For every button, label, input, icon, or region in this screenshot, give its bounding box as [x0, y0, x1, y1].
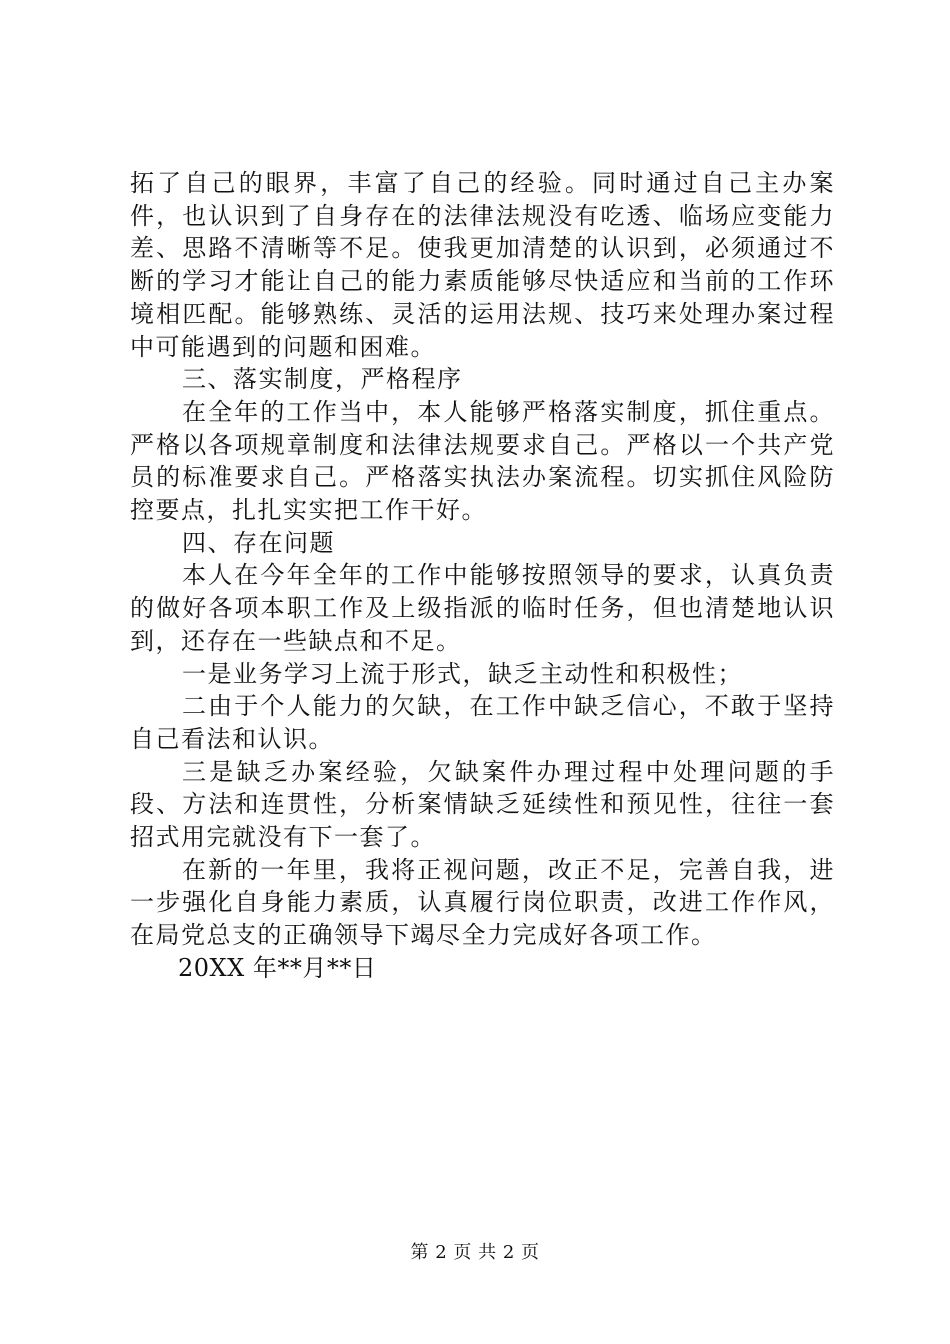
- paragraph-section-3: 在全年的工作当中，本人能够严格落实制度，抓住重点。严格以各项规章制度和法律法规要求自己。严格以一个共产党员的标准要求自己。严格落实执法办案流程。切实抓住风险防控要点，扎扎实实把工作干好。: [130, 397, 835, 525]
- list-item-2: 二由于个人能力的欠缺，在工作中缺乏信心，不敢于坚持自己看法和认识。: [130, 692, 835, 753]
- list-item-1: 一是业务学习上流于形式，缺乏主动性和积极性；: [182, 659, 743, 688]
- document-body: [130, 167, 835, 985]
- section-heading-3: 三、落实制度，严格程序: [182, 365, 463, 394]
- paragraph-continuation: 拓了自己的眼界，丰富了自己的经验。同时通过自己主办案件，也认识到了自身存在的法律法规没有吃透、临场应变能力差、思路不清晰等不足。使我更加清楚的认识到，必须通过不断的学习才能让自己的能力素质能够尽快适应和当前的工作环境相匹配。能够熟练、灵活的运用法规、技巧来处理办案过程中可能遇到的问题和困难。: [130, 169, 835, 361]
- section-heading-4: 四、存在问题: [182, 528, 335, 557]
- paragraph-section-4: 本人在今年全年的工作中能够按照领导的要求，认真负责的做好各项本职工作及上级指派的临时任务，但也清楚地认识到，还存在一些缺点和不足。: [130, 561, 835, 655]
- document-date: 20XX 年**月**日: [178, 953, 377, 982]
- page-footer: 第 2 页 共 2 页: [410, 1242, 540, 1263]
- list-item-3: 三是缺乏办案经验，欠缺案件办理过程中处理问题的手段、方法和连贯性，分析案情缺乏延续性和预见性，往往一套招式用完就没有下一套了。: [130, 757, 835, 852]
- paragraph-conclusion: 在新的一年里，我将正视问题，改正不足，完善自我，进一步强化自身能力素质，认真履行岗位职责，改进工作作风，在局党总支的正确领导下竭尽全力完成好各项工作。: [130, 855, 835, 950]
